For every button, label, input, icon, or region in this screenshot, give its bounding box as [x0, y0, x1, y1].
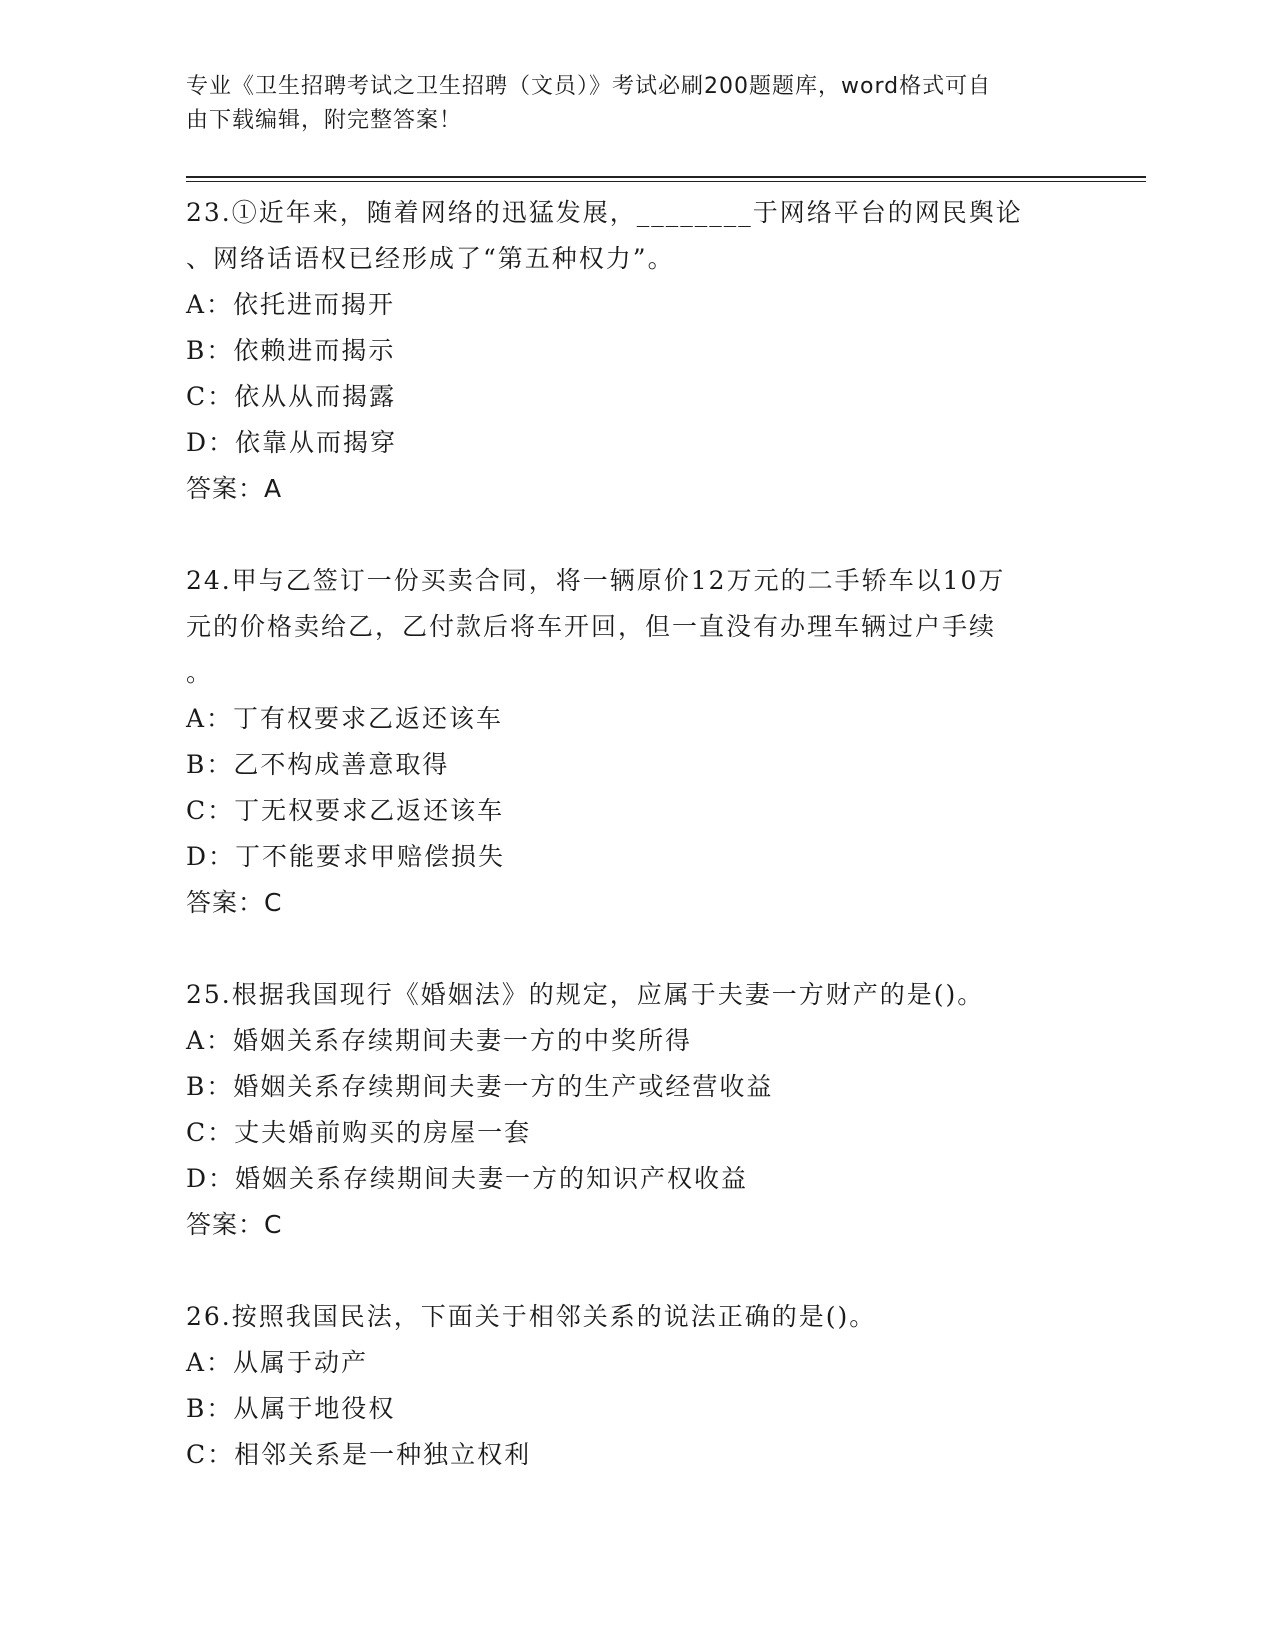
option-d: D：丁不能要求甲赔偿损失 [186, 842, 506, 871]
document-header [186, 70, 1066, 138]
header-line-2: 由下载编辑，附完整答案！ [186, 108, 463, 133]
option-c: C：丈夫婚前购买的房屋一套 [186, 1118, 532, 1147]
question-text-line: 26.按照我国民法，下面关于相邻关系的说法正确的是()。 [186, 1302, 877, 1331]
option-b: B：依赖进而揭示 [186, 336, 396, 365]
option-a: A：丁有权要求乙返还该车 [186, 704, 504, 733]
option-d: D：依靠从而揭穿 [186, 428, 398, 457]
question-text-line: 。 [186, 658, 214, 687]
question-text-line: 24.甲与乙签订一份买卖合同，将一辆原价12万元的二手轿车以10万 [186, 566, 1006, 595]
option-c: C：丁无权要求乙返还该车 [186, 796, 505, 825]
option-b: B：乙不构成善意取得 [186, 750, 450, 779]
answer-line: 答案：A [186, 474, 283, 503]
option-a: A：婚姻关系存续期间夫妻一方的中奖所得 [186, 1026, 693, 1055]
option-a: A：从属于动产 [186, 1348, 369, 1377]
question-24 [186, 558, 1086, 926]
question-text-line: 25.根据我国现行《婚姻法》的规定，应属于夫妻一方财产的是()。 [186, 980, 985, 1009]
question-text-line: 23.①近年来，随着网络的迅猛发展，________于网络平台的网民舆论 [186, 198, 1023, 227]
question-23 [186, 190, 1086, 512]
header-divider-bottom [186, 181, 1146, 182]
option-a: A：依托进而揭开 [186, 290, 396, 319]
option-b: B：婚姻关系存续期间夫妻一方的生产或经营收益 [186, 1072, 774, 1101]
question-list [186, 190, 1086, 1478]
question-spacer [186, 1248, 1086, 1294]
question-text-line: 元的价格卖给乙，乙付款后将车开回，但一直没有办理车辆过户手续 [186, 612, 997, 641]
option-c: C：依从从而揭露 [186, 382, 397, 411]
option-c: C：相邻关系是一种独立权利 [186, 1440, 532, 1469]
question-text-line: 、网络话语权已经形成了“第五种权力”。 [186, 244, 675, 273]
question-26 [186, 1294, 1086, 1478]
answer-line: 答案：C [186, 888, 283, 917]
answer-line: 答案：C [186, 1210, 283, 1239]
question-25 [186, 972, 1086, 1248]
header-line-1: 专业《卫生招聘考试之卫生招聘（文员）》考试必刷200题题库，word格式可自 [186, 74, 992, 99]
option-d: D：婚姻关系存续期间夫妻一方的知识产权收益 [186, 1164, 749, 1193]
header-divider-top [186, 176, 1146, 178]
option-b: B：从属于地役权 [186, 1394, 396, 1423]
question-spacer [186, 926, 1086, 972]
question-spacer [186, 512, 1086, 558]
